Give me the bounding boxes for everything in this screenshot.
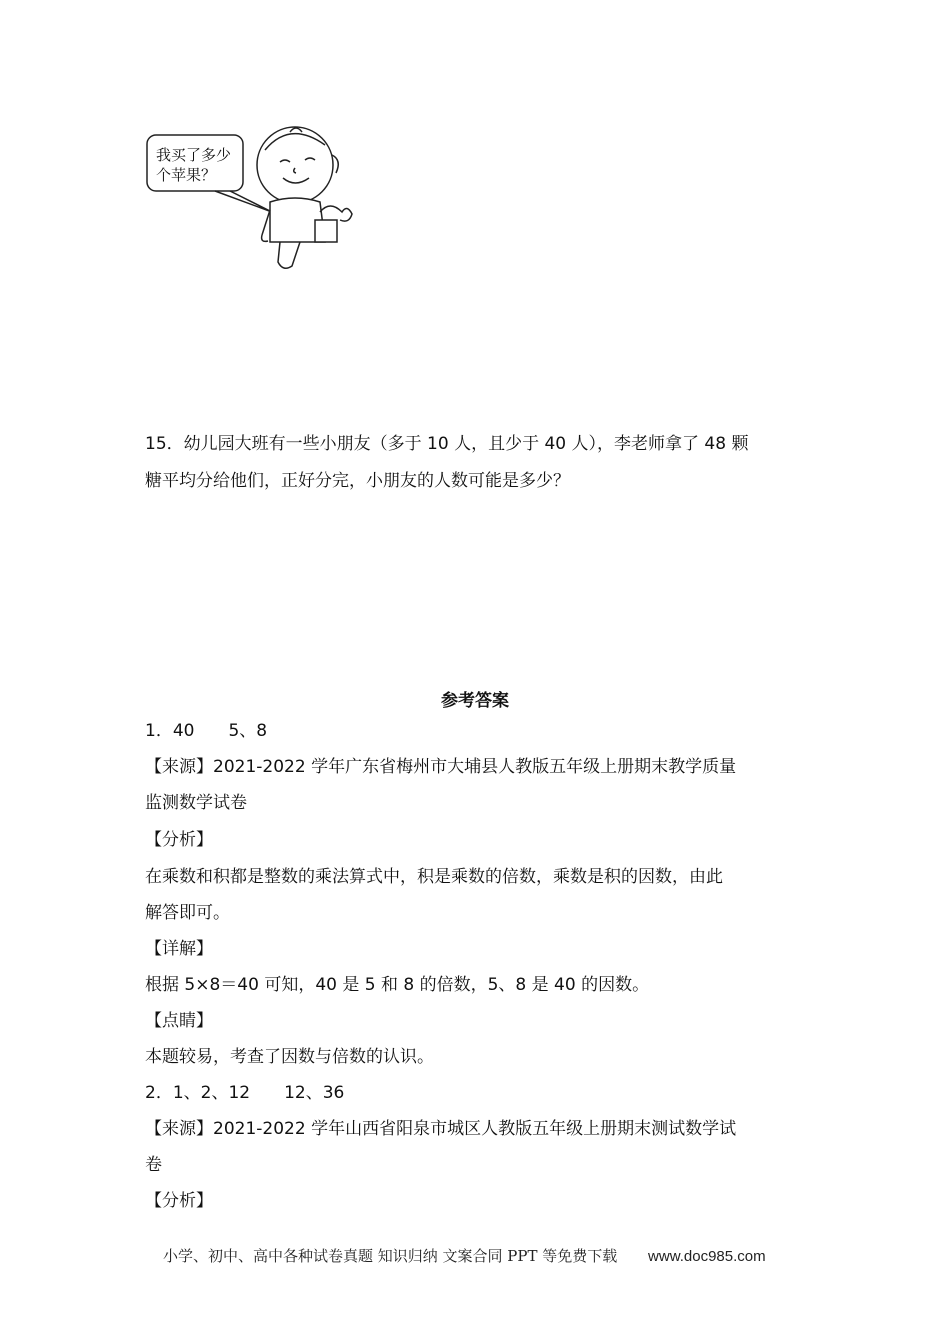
answer-line: 卷	[145, 1155, 162, 1175]
speech-bubble	[156, 145, 231, 185]
question-15-line: 糖平均分给他们，正好分完，小朋友的人数可能是多少？	[145, 471, 570, 491]
answer-line: 本题较易，考查了因数与倍数的认识。	[145, 1047, 434, 1067]
page-footer	[163, 1245, 766, 1266]
answer-line: 【来源】2021-2022 学年山西省阳泉市城区人教版五年级上册期末测试数学试	[145, 1119, 737, 1139]
speech-line: 我买了多少	[156, 146, 232, 164]
answer-line: 监测数学试卷	[145, 793, 247, 813]
footer-url[interactable]: www.doc985.com	[648, 1248, 766, 1265]
speech-line: 个苹果？	[156, 166, 217, 184]
answer-line: 【详解】	[145, 939, 213, 959]
answer-line: 1．40 5、8	[145, 721, 268, 741]
answer-line: 【点睛】	[145, 1011, 213, 1031]
question-15-line: 15．幼儿园大班有一些小朋友（多于 10 人，且少于 40 人），李老师拿了 48 颗	[145, 434, 749, 454]
answer-line: 【来源】2021-2022 学年广东省梅州市大埔县人教版五年级上册期末教学质量	[145, 757, 737, 777]
answer-line: 2．1、2、12 12、36	[145, 1083, 345, 1103]
answer-line: 【分析】	[145, 830, 213, 850]
girl-illustration	[140, 120, 360, 280]
answer-line: 解答即可。	[145, 903, 230, 923]
answers-title: 参考答案	[441, 691, 509, 711]
answer-line: 根据 5×8＝40 可知，40 是 5 和 8 的倍数，5、8 是 40 的因数。	[145, 975, 650, 995]
girl-with-basket-icon	[140, 120, 360, 280]
footer-text: 小学、初中、高中各种试卷真题 知识归纳 文案合同 PPT 等免费下载	[163, 1247, 618, 1265]
answer-line: 在乘数和积都是整数的乘法算式中，积是乘数的倍数，乘数是积的因数，由此	[145, 867, 723, 887]
answer-line: 【分析】	[145, 1191, 213, 1211]
